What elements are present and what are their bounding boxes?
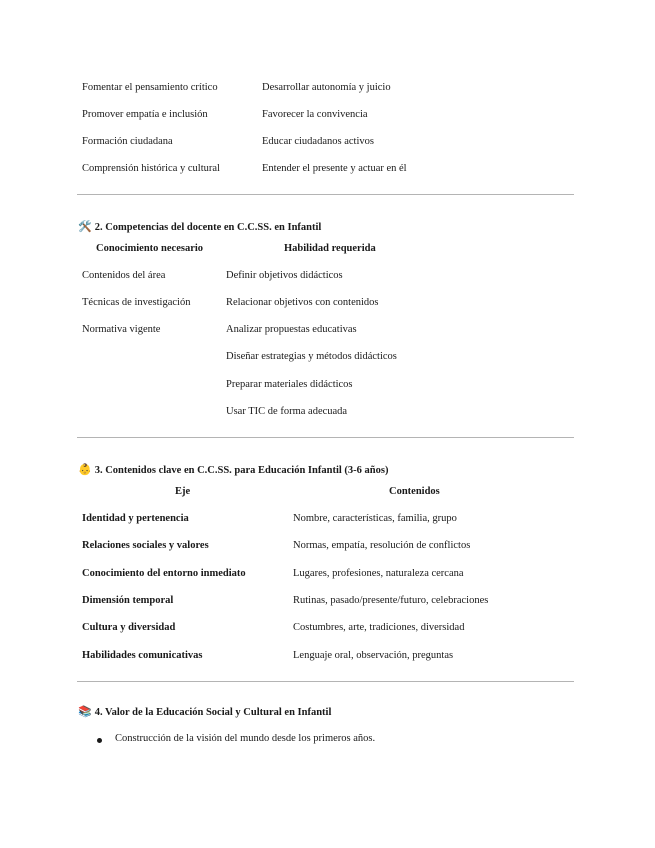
horizontal-divider bbox=[77, 681, 574, 682]
table-cell: Costumbres, arte, tradiciones, diversidad bbox=[293, 622, 465, 633]
list-item-text: Construcción de la visión del mundo desde los primeros años. bbox=[115, 733, 376, 744]
table-cell: Nombre, características, familia, grupo bbox=[293, 513, 457, 524]
bullet-dot bbox=[97, 738, 102, 743]
table-row bbox=[0, 379, 655, 399]
table-row bbox=[0, 109, 655, 129]
books-icon: 📚 bbox=[78, 705, 92, 718]
table-row bbox=[0, 82, 655, 102]
table-cell: Habilidades comunicativas bbox=[82, 650, 203, 661]
table-cell: Identidad y pertenencia bbox=[82, 513, 189, 524]
table-row bbox=[0, 622, 655, 642]
table-cell: Relaciones sociales y valores bbox=[82, 540, 209, 551]
table-header: Habilidad requerida bbox=[284, 243, 376, 254]
table-cell: Educar ciudadanos activos bbox=[262, 136, 374, 147]
table-cell: Normas, empatía, resolución de conflictos bbox=[293, 540, 471, 551]
table-cell: Contenidos del área bbox=[82, 270, 166, 281]
section-heading bbox=[78, 220, 321, 233]
table-cell: Entender el presente y actuar en él bbox=[262, 163, 407, 174]
table-cell: Favorecer la convivencia bbox=[262, 109, 368, 120]
table-cell: Diseñar estrategias y métodos didácticos bbox=[226, 351, 397, 362]
table-header-row bbox=[0, 243, 655, 263]
table-row bbox=[0, 136, 655, 156]
horizontal-divider bbox=[77, 194, 574, 195]
horizontal-divider bbox=[77, 437, 574, 438]
table-cell: Cultura y diversidad bbox=[82, 622, 176, 633]
table-header: Contenidos bbox=[389, 486, 440, 497]
table-row bbox=[0, 351, 655, 371]
table-cell: Desarrollar autonomía y juicio bbox=[262, 82, 391, 93]
table-cell: Definir objetivos didácticos bbox=[226, 270, 343, 281]
table-row bbox=[0, 540, 655, 560]
table-cell: Promover empatía e inclusión bbox=[82, 109, 208, 120]
table-row bbox=[0, 270, 655, 290]
table-cell: Comprensión histórica y cultural bbox=[82, 163, 220, 174]
table-header-row bbox=[0, 486, 655, 506]
table-row bbox=[0, 406, 655, 426]
table-cell: Usar TIC de forma adecuada bbox=[226, 406, 348, 417]
table-cell: Técnicas de investigación bbox=[82, 297, 191, 308]
table-row bbox=[0, 297, 655, 317]
section-heading bbox=[78, 463, 388, 476]
baby-icon: 👶 bbox=[78, 463, 92, 476]
list-item bbox=[0, 733, 655, 753]
table-row bbox=[0, 595, 655, 615]
table-cell: Preparar materiales didácticos bbox=[226, 379, 353, 390]
table-cell: Fomentar el pensamiento crítico bbox=[82, 82, 218, 93]
table-row bbox=[0, 163, 655, 183]
table-header: Eje bbox=[175, 486, 191, 497]
table-row bbox=[0, 650, 655, 670]
table-cell: Normativa vigente bbox=[82, 324, 161, 335]
table-header: Conocimiento necesario bbox=[96, 243, 204, 254]
table-cell: Lenguaje oral, observación, preguntas bbox=[293, 650, 454, 661]
table-cell: Conocimiento del entorno inmediato bbox=[82, 568, 246, 579]
tools-icon: 🛠️ bbox=[78, 220, 92, 233]
section-title: 4. Valor de la Educación Social y Cultural en Infantil bbox=[94, 707, 332, 718]
table-row bbox=[0, 324, 655, 344]
table-row bbox=[0, 513, 655, 533]
table-cell: Relacionar objetivos con contenidos bbox=[226, 297, 379, 308]
table-cell: Lugares, profesiones, naturaleza cercana bbox=[293, 568, 464, 579]
table-cell: Rutinas, pasado/presente/futuro, celebraciones bbox=[293, 595, 489, 606]
section-title: 3. Contenidos clave en C.C.SS. para Educación Infantil (3-6 años) bbox=[94, 465, 389, 476]
table-row bbox=[0, 568, 655, 588]
section-heading bbox=[78, 705, 331, 718]
table-cell: Analizar propuestas educativas bbox=[226, 324, 357, 335]
section-title: 2. Competencias del docente en C.C.SS. en Infantil bbox=[94, 222, 322, 233]
table-cell: Dimensión temporal bbox=[82, 595, 174, 606]
table-cell: Formación ciudadana bbox=[82, 136, 173, 147]
